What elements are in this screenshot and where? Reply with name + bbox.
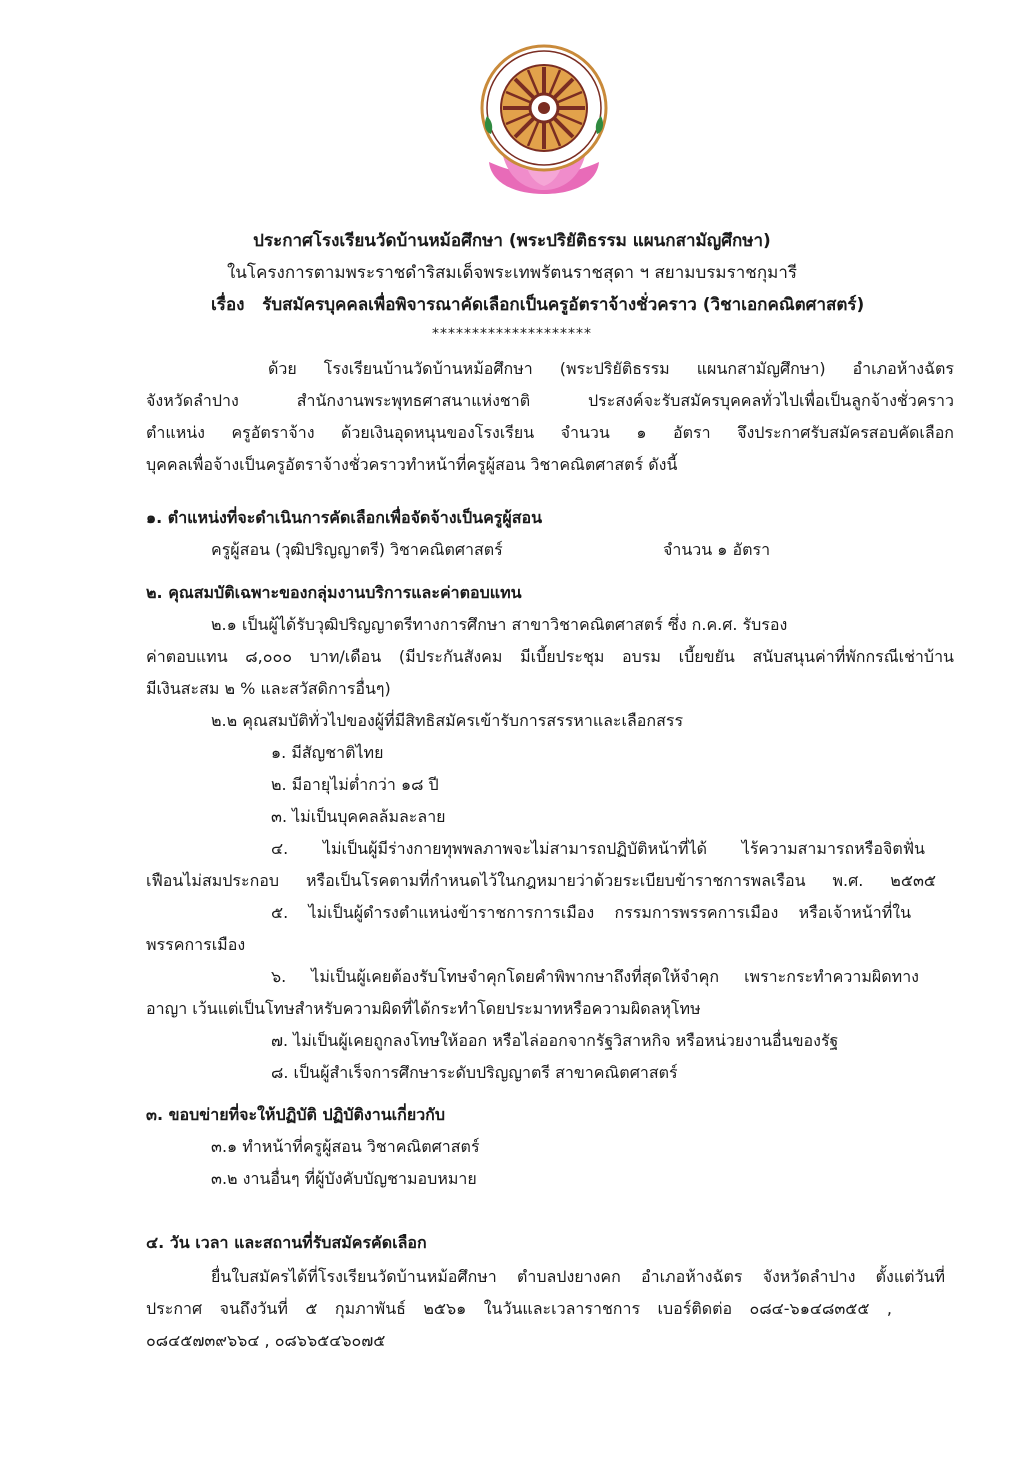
section-1-heading: ๑. ตำแหน่งที่จะดำเนินการคัดเลือกเพื่อจัดจ้างเป็นครูผู้สอน — [146, 508, 543, 527]
subject-label: เรื่อง — [211, 295, 245, 315]
qualification-item: เฟือนไม่สมประกอบ หรือเป็นโรคตามที่กำหนดไว้ในกฎหมายว่าด้วยระเบียบข้าราชการพลเรือน พ.ศ. ๒๕๓๕ — [146, 871, 936, 890]
application-info: ยื่นใบสมัครได้ที่โรงเรียนวัดบ้านหม้อศึกษา ตำบลปงยางคก อำเภอห้างฉัตร จังหวัดลำปาง ตั้งแต่วันที่ — [211, 1267, 945, 1286]
qualification-item: พรรคการเมือง — [146, 935, 246, 954]
qualification-item: ๕. ไม่เป็นผู้ดำรงตำแหน่งข้าราชการการเมือง กรรมการพรรคการเมือง หรือเจ้าหน้าที่ใน — [271, 903, 911, 922]
qualification-item: ๘. เป็นผู้สำเร็จการศึกษาระดับปริญญาตรี สาขาคณิตศาสตร์ — [271, 1063, 678, 1082]
intro-line: บุคคลเพื่อจ้างเป็นครูอัตราจ้างชั่วคราวทำหน้าที่ครูผู้สอน วิชาคณิตศาสตร์ ดังนี้ — [146, 455, 678, 474]
divider-stars: ******************** — [432, 326, 592, 342]
page-subtitle: ในโครงการตามพระราชดำริสมเด็จพระเทพรัตนราชสุดา ฯ สยามบรมราชกุมารี — [226, 263, 798, 283]
duty-item: ๓.๒ งานอื่นๆ ที่ผู้บังคับบัญชามอบหมาย — [211, 1169, 477, 1188]
school-emblem — [473, 44, 615, 199]
position-quota: จำนวน ๑ อัตรา — [663, 540, 771, 559]
section-4-heading: ๔. วัน เวลา และสถานที่รับสมัครคัดเลือก — [146, 1233, 427, 1252]
qualification-item: อาญา เว้นแต่เป็นโทษสำหรับความผิดที่ได้กระทำโดยประมาทหรือความผิดลหุโทษ — [146, 999, 701, 1018]
intro-line: ตำแหน่ง ครูอัตราจ้าง ด้วยเงินอุดหนุนของโรงเรียน จำนวน ๑ อัตรา จึงประกาศรับสมัครสอบคัดเลือก — [146, 423, 954, 442]
section-3-heading: ๓. ขอบข่ายที่จะให้ปฏิบัติ ปฏิบัติงานเกี่ยวกับ — [146, 1105, 446, 1124]
page-title: ประกาศโรงเรียนวัดบ้านหม้อศึกษา (พระปริยัติธรรม แผนกสามัญศึกษา) — [253, 231, 771, 251]
application-info: ประกาศ จนถึงวันที่ ๕ กุมภาพันธ์ ๒๕๖๑ ในวันและเวลาราชการ เบอร์ติดต่อ ๐๘๔-๖๑๔๘๓๕๕ , — [146, 1299, 892, 1318]
contact-phones: ๐๘๔๕๗๓๙๖๖๔ , ๐๘๖๖๕๔๖๐๗๕ — [146, 1331, 386, 1350]
subject-line — [211, 294, 864, 316]
qualification-item: ๔. ไม่เป็นผู้มีร่างกายทุพพลภาพจะไม่สามารถปฏิบัติหน้าที่ได้ ไร้ความสามารถหรือจิตฟั่น — [271, 839, 925, 858]
clause-2-1: มีเงินสะสม ๒ % และสวัสดิการอื่นๆ) — [146, 679, 391, 698]
clause-2-1: ค่าตอบแทน ๘,๐๐๐ บาท/เดือน (มีประกันสังคม มีเบี้ยประชุม อบรม เบี้ยขยัน สนับสนุนค่าที่พักกรณีเช่าบ้าน — [146, 647, 954, 666]
qualification-item: ๒. มีอายุไม่ต่ำกว่า ๑๘ ปี — [271, 775, 439, 794]
qualification-item: ๓. ไม่เป็นบุคคลล้มละลาย — [271, 807, 446, 826]
qualification-item: ๑. มีสัญชาติไทย — [271, 743, 384, 762]
duty-item: ๓.๑ ทำหน้าที่ครูผู้สอน วิชาคณิตศาสตร์ — [211, 1137, 480, 1156]
clause-2-2: ๒.๒ คุณสมบัติทั่วไปของผู้ที่มีสิทธิสมัครเข้ารับการสรรหาและเลือกสรร — [211, 711, 684, 730]
position-title: ครูผู้สอน (วุฒิปริญญาตรี) วิชาคณิตศาสตร์ — [211, 540, 503, 559]
qualification-item: ๖. ไม่เป็นผู้เคยต้องรับโทษจำคุกโดยคำพิพากษาถึงที่สุดให้จำคุก เพราะกระทำความผิดทาง — [271, 967, 919, 986]
section-2-heading: ๒. คุณสมบัติเฉพาะของกลุ่มงานบริการและค่าตอบแทน — [146, 583, 522, 602]
qualification-item: ๗. ไม่เป็นผู้เคยถูกลงโทษให้ออก หรือไล่ออกจากรัฐวิสาหกิจ หรือหน่วยงานอื่นของรัฐ — [271, 1031, 839, 1050]
clause-2-1: ๒.๑ เป็นผู้ได้รับวุฒิปริญญาตรีทางการศึกษา สาขาวิชาคณิตศาสตร์ ซึ่ง ก.ค.ศ. รับรอง — [211, 615, 788, 634]
intro-line: จังหวัดลำปาง สำนักงานพระพุทธศาสนาแห่งชาติ ประสงค์จะรับสมัครบุคคลทั่วไปเพื่อเป็นลูกจ้างชั่วคราว — [146, 391, 954, 410]
subject-text: รับสมัครบุคคลเพื่อพิจารณาคัดเลือกเป็นครูอัตราจ้างชั่วคราว (วิชาเอกคณิตศาสตร์) — [262, 295, 865, 315]
intro-line: ด้วย โรงเรียนบ้านวัดบ้านหม้อศึกษา (พระปริยัติธรรม แผนกสามัญศึกษา) อำเภอห้างฉัตร — [268, 359, 954, 378]
